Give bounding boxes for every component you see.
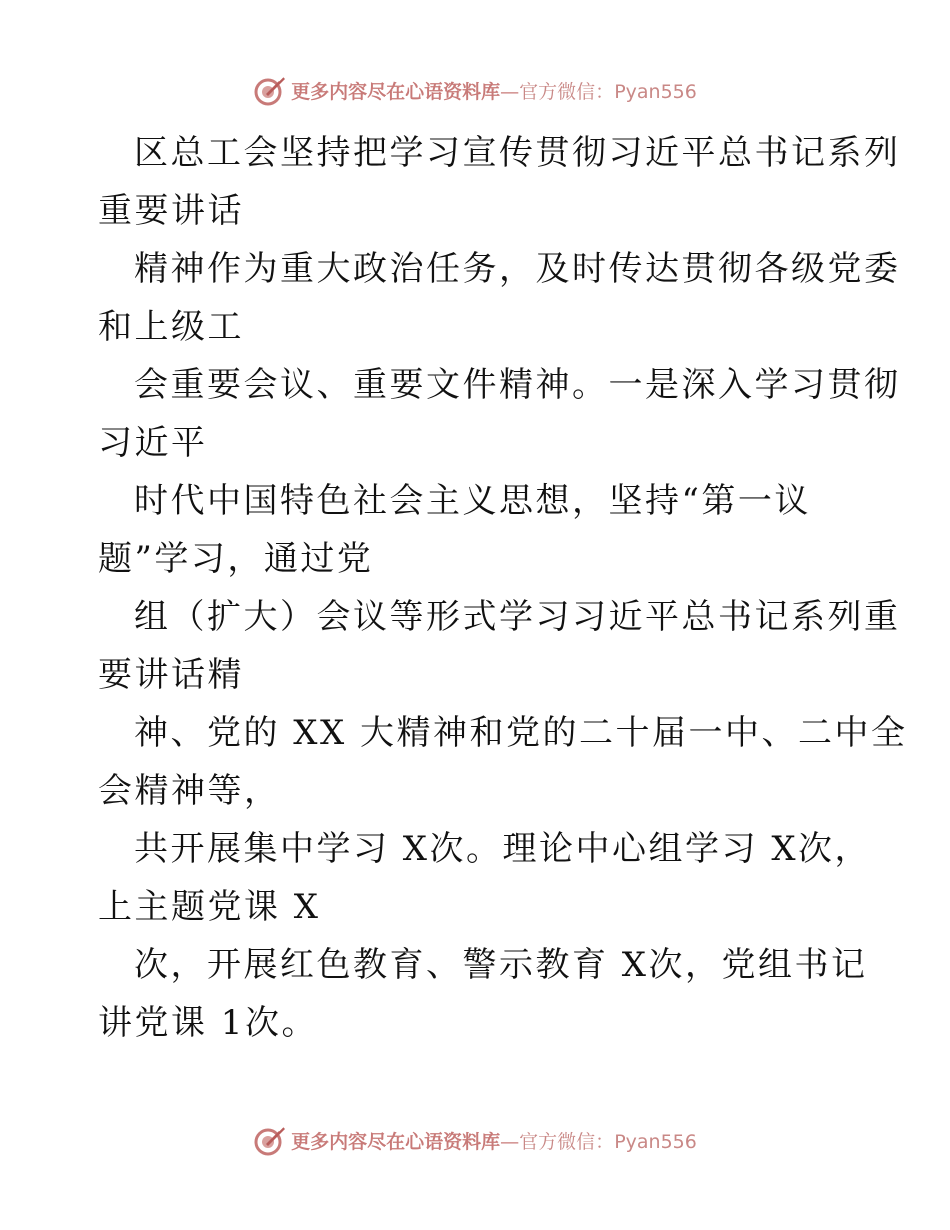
paragraph-line: 会精神等，: [98, 771, 281, 811]
watermark-wechat-label: 官方微信：: [519, 1130, 615, 1153]
paragraph-line: 重要讲话: [98, 191, 244, 231]
paragraph: [98, 472, 858, 588]
paragraph: [98, 356, 901, 472]
paragraph: [98, 588, 901, 704]
paragraph-line: 共开展集中学习 X次。理论中心组学习 X次，: [134, 829, 872, 869]
watermark-account: Pyan556: [614, 1130, 697, 1153]
paragraph-line: 题”学习，通过党: [98, 539, 374, 579]
paragraph-line: 区总工会坚持把学习宣传贯彻习近平总书记系列: [134, 133, 901, 173]
paragraph: [98, 124, 901, 240]
watermark-wechat-label: 官方微信：: [519, 80, 615, 103]
watermark-dash: —: [500, 1130, 520, 1153]
paragraph-line: 和上级工: [98, 307, 244, 347]
paragraph-line: 要讲话精: [98, 655, 244, 695]
watermark-text: 更多内容尽在心语资料库: [291, 1130, 501, 1153]
paragraph-line: 组（扩大）会议等形式学习习近平总书记系列重: [134, 597, 901, 637]
paragraph-line: 精神作为重大政治任务，及时传达贯彻各级党委: [134, 249, 901, 289]
paragraph: [98, 936, 868, 1052]
paragraph-line: 次，开展红色教育、警示教育 X次，党组书记: [134, 945, 868, 985]
quill-logo-icon: [253, 1123, 287, 1157]
paragraph: [98, 704, 908, 820]
watermark-text: 更多内容尽在心语资料库: [291, 80, 501, 103]
paragraph-line: 神、党的 XX 大精神和党的二十届一中、二中全: [134, 713, 908, 753]
paragraph-line: 上主题党课 X: [98, 887, 321, 927]
paragraph-line: 讲党课 1次。: [98, 1003, 318, 1043]
paragraph-line: 会重要会议、重要文件精神。一是深入学习贯彻: [134, 365, 901, 405]
paragraph: [98, 820, 872, 936]
paragraph-line: 时代中国特色社会主义思想，坚持“第一议: [134, 481, 811, 521]
watermark-account: Pyan556: [614, 80, 697, 103]
document-body: [98, 124, 908, 1052]
footer-watermark: [0, 1120, 950, 1160]
paragraph-line: 习近平: [98, 423, 208, 463]
paragraph: [98, 240, 901, 356]
header-watermark: [0, 70, 950, 110]
quill-logo-icon: [253, 73, 287, 107]
watermark-dash: —: [500, 80, 520, 103]
